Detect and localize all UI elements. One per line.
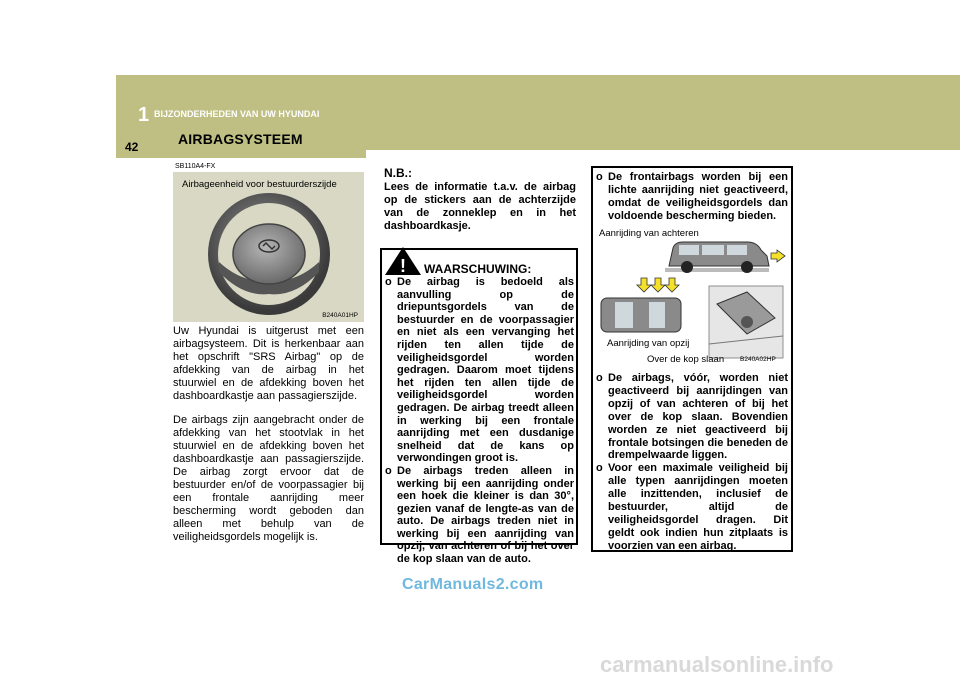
chapter-title: BIJZONDERHEDEN VAN UW HYUNDAI [154, 109, 320, 119]
steering-wheel-figure [173, 172, 364, 322]
info-list-bottom [596, 372, 788, 553]
steering-wheel-icon [173, 172, 364, 322]
bullet: o [596, 372, 603, 384]
chapter-number: 1 [138, 104, 150, 126]
bullet: o [385, 276, 392, 288]
list-item [385, 465, 574, 566]
section-title: AIRBAGSYSTEEM [178, 131, 303, 147]
page-number: 42 [125, 140, 139, 154]
label-side-collision: Aanrijding van opzij [607, 338, 690, 349]
collision-types-figure [597, 226, 787, 368]
warning-symbol: ! [400, 256, 406, 276]
item-text: De airbags treden alleen in werking bij een aanrijding onder een hoek die kleiner is dan 30°, gezien vanaf de lengte-as van de auto. De airbags treden niet in werking bij een aanrijding van opzij, van achteren of bij het over de kop slaan van de auto. [397, 464, 574, 566]
list-item [596, 462, 788, 552]
bullet: o [596, 171, 603, 183]
paragraph-1: Uw Hyundai is uitgerust met een airbagsysteem. Dit is herkenbaar aan het opschrift "SRS Airbag" op de afdekking van de airbag in het stuurwiel en de afdekking boven het dashboardkastje aan passagierszijde. [173, 325, 364, 402]
figure-code: B240A01HP [322, 312, 358, 319]
item-text: De airbag is bedoeld als aanvulling op de driepuntsgordels van de bestuurder en de voorpassagier en niet als een vervanging het rijden ten allen tijde de veiligheidsgordel worden gedragen. Daarom moet tijdens het rijden ten allen tijde de veiligheidsgordel worden gedragen. De airbag treedt alleen in werking bij een frontale aanrijding met een dusdanige snelheid dat de kans op verwondingen groot is. [397, 276, 574, 465]
list-item [385, 276, 574, 465]
warning-list [385, 276, 574, 566]
watermark-link[interactable]: CarManuals2.com [402, 576, 544, 593]
item-text: De frontairbags worden bij een lichte aanrijding niet geactiveerd, omdat de veiligheidsgordels dan voldoende bescherming bieden. [608, 171, 788, 222]
watermark-footer: carmanualsonline.info [600, 652, 834, 677]
nb-text: Lees de informatie t.a.v. de airbag op de stickers aan de achterzijde van de zonneklep en in het dashboardkasje. [384, 181, 576, 232]
list-item [596, 171, 788, 223]
reference-code: SB110A4-FX [175, 163, 216, 170]
arrow-down-icon [637, 278, 679, 292]
warning-heading: WAARSCHUWING: [424, 262, 532, 276]
warning-triangle-icon [384, 246, 422, 276]
intro-text [173, 325, 364, 556]
bullet: o [385, 464, 392, 477]
figure-caption: Airbageenheid voor bestuurderszijde [182, 179, 337, 190]
item-text: Voor een maximale veiligheid bij alle typen aanrijdingen moeten alle inzittenden, inclusief de bestuurder, altijd de veiligheidsgordel dragen. Dit geldt ook indien hun zitplaats is voorzien van een airbag. [608, 462, 788, 552]
paragraph-2: De airbags zijn aangebracht onder de afdekking van het stootvlak in het stuurwiel en de afdekking boven het dashboardkastje aan passagierszijde. De airbag zorgt ervoor dat de bestuurder en/of de voorpassagier bij een frontale aanrijding meer bescherming wordt geboden dan alleen met behulp van de veiligheidsgordels mogelijk is. [173, 414, 364, 543]
item-text: De airbags, vóór, worden niet geactiveerd bij aanrijdingen van opzij of van achteren of bij het over de kop slaan. Bovendien worden ze niet geactiveerd bij frontale botsingen die beneden de drempelwaarde liggen. [608, 372, 788, 462]
figure-code: B240A02HP [740, 356, 776, 363]
list-item [596, 372, 788, 462]
bullet: o [596, 462, 603, 475]
info-list-top [596, 171, 788, 223]
label-rear-collision: Aanrijding van achteren [599, 228, 699, 239]
nb-heading: N.B.: [384, 166, 412, 180]
label-rollover: Over de kop slaan [647, 354, 725, 365]
